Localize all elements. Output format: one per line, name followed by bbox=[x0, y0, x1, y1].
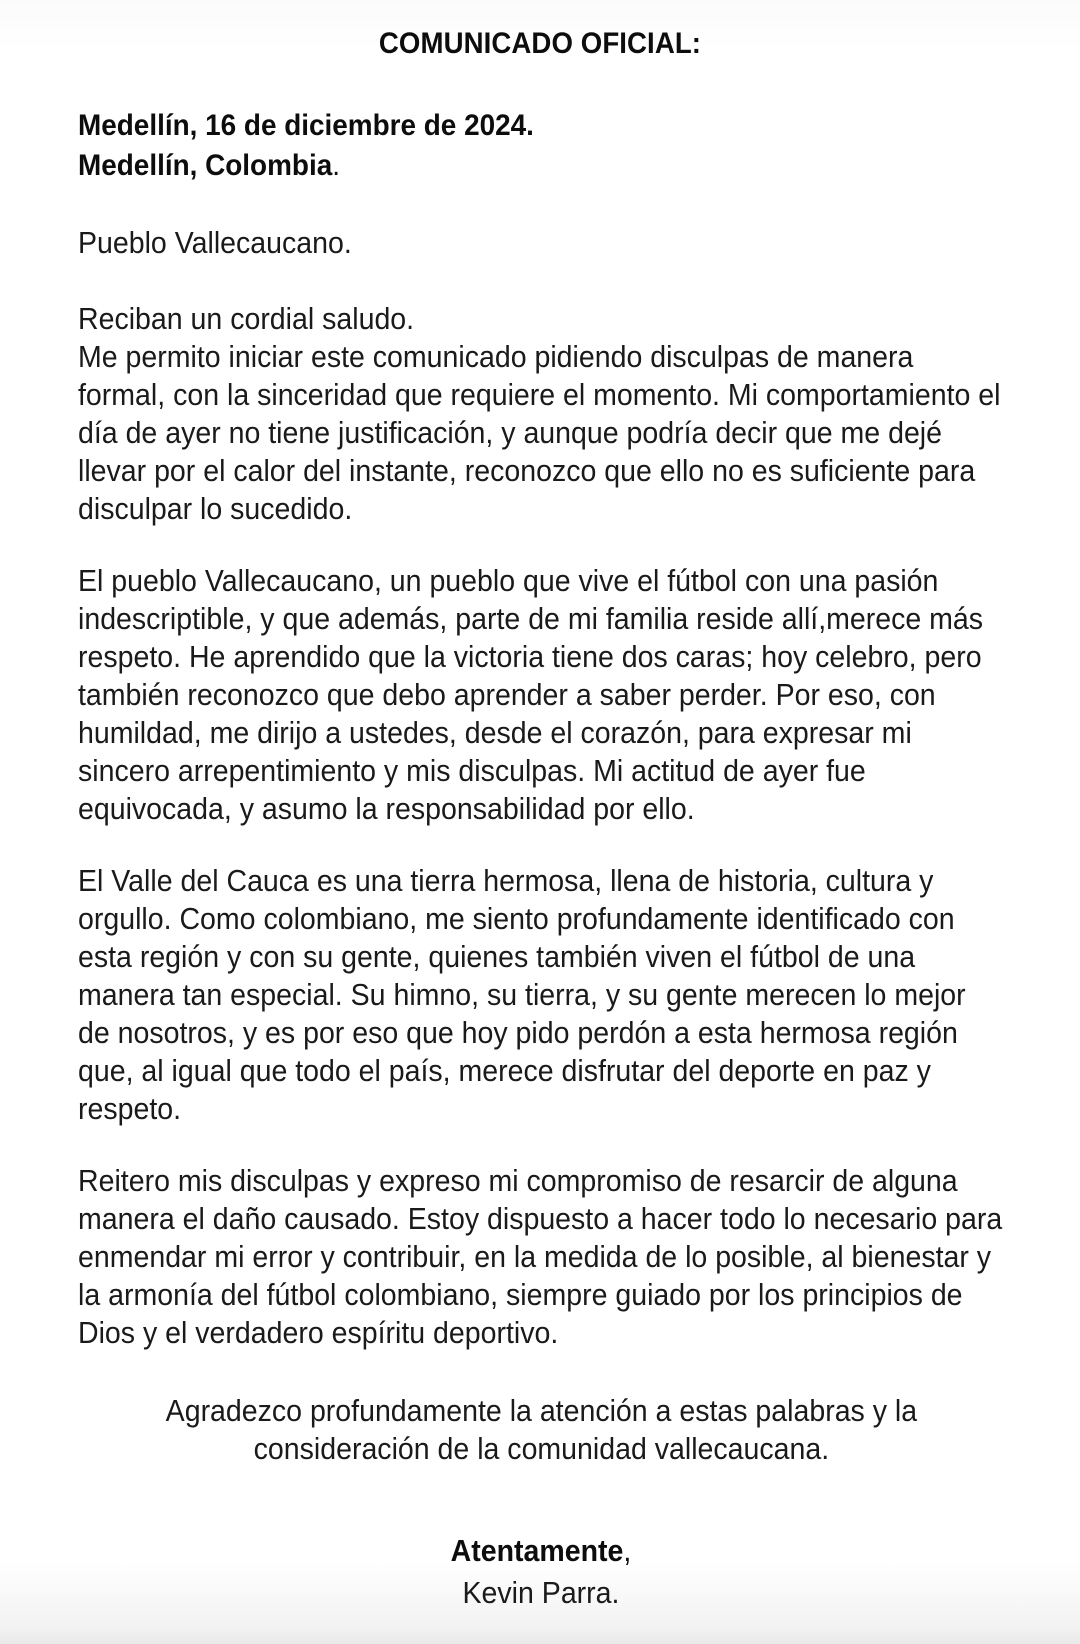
spacer bbox=[78, 528, 1004, 562]
date-line-text: Medellín, 16 de diciembre de 2024. bbox=[78, 109, 534, 142]
location-line bbox=[78, 146, 939, 186]
spacer bbox=[78, 1128, 1004, 1162]
signature-salutation bbox=[108, 1530, 974, 1572]
signature-name: Kevin Parra. bbox=[462, 1576, 620, 1610]
address-block bbox=[78, 106, 1004, 186]
location-line-text: Medellín, Colombia bbox=[78, 149, 333, 182]
paragraph-3: El Valle del Cauca es una tierra hermosa, llena de historia, cultura y orgullo. Como colombiano, me siento profundamente identificado con esta región y con su gente, quienes también viven el fútbol de una manera tan especial. Su himno, su tierra, y su gente merecen lo mejor de nosotros, y es por eso que hoy pido perdón a esta hermosa región que, al igual que todo el país, merece disfrutar del deporte en paz y respeto. bbox=[78, 864, 966, 1126]
addressee-line: Pueblo Vallecaucano. bbox=[78, 226, 352, 260]
signature-block bbox=[78, 1530, 1004, 1614]
greeting-line: Reciban un cordial saludo. bbox=[78, 302, 415, 336]
signature-salutation-comma: , bbox=[623, 1534, 632, 1568]
paragraph-2: El pueblo Vallecaucano, un pueblo que vive el fútbol con una pasión indescriptible, y que además, parte de mi familia reside allí,merece más respeto. He aprendido que la victoria tiene dos caras; hoy celebro, pero también reconozco que debo aprender a saber perder. Por eso, con humildad, me dirijo a ustedes, desde el corazón, para expresar mi sincero arrepentimiento y mis disculpas. Mi actitud de ayer fue equivocada, y asumo la responsabilidad por ello. bbox=[78, 564, 984, 826]
spacer bbox=[78, 186, 1004, 224]
closing-paragraph: Agradezco profundamente la atención a estas palabras y la consideración de la comunidad vallecaucana. bbox=[165, 1394, 917, 1466]
spacer bbox=[78, 1352, 1004, 1392]
date-line bbox=[78, 106, 939, 146]
spacer bbox=[78, 828, 1004, 862]
spacer bbox=[78, 262, 1004, 300]
document-body bbox=[0, 106, 1080, 1614]
document-title: COMUNICADO OFICIAL: bbox=[378, 27, 702, 60]
signature-salutation-text: Atentamente bbox=[450, 1534, 624, 1568]
location-line-period: . bbox=[332, 149, 340, 182]
paragraph-4: Reitero mis disculpas y expreso mi compromiso de resarcir de alguna manera el daño causado. Estoy dispuesto a hacer todo lo necesario para enmendar mi error y contribuir, en la medida de lo posible, al bienestar y la armonía del fútbol colombiano, siempre guiado por los principios de Dios y el verdadero espíritu deportivo. bbox=[78, 1164, 1003, 1350]
paragraph-1: Me permito iniciar este comunicado pidiendo disculpas de manera formal, con la sinceridad que requiere el momento. Mi comportamiento el día de ayer no tiene justificación, y aunque podría decir que me dejé llevar por el calor del instante, reconozco que ello no es suficiente para disculpar lo sucedido. bbox=[78, 340, 1001, 526]
